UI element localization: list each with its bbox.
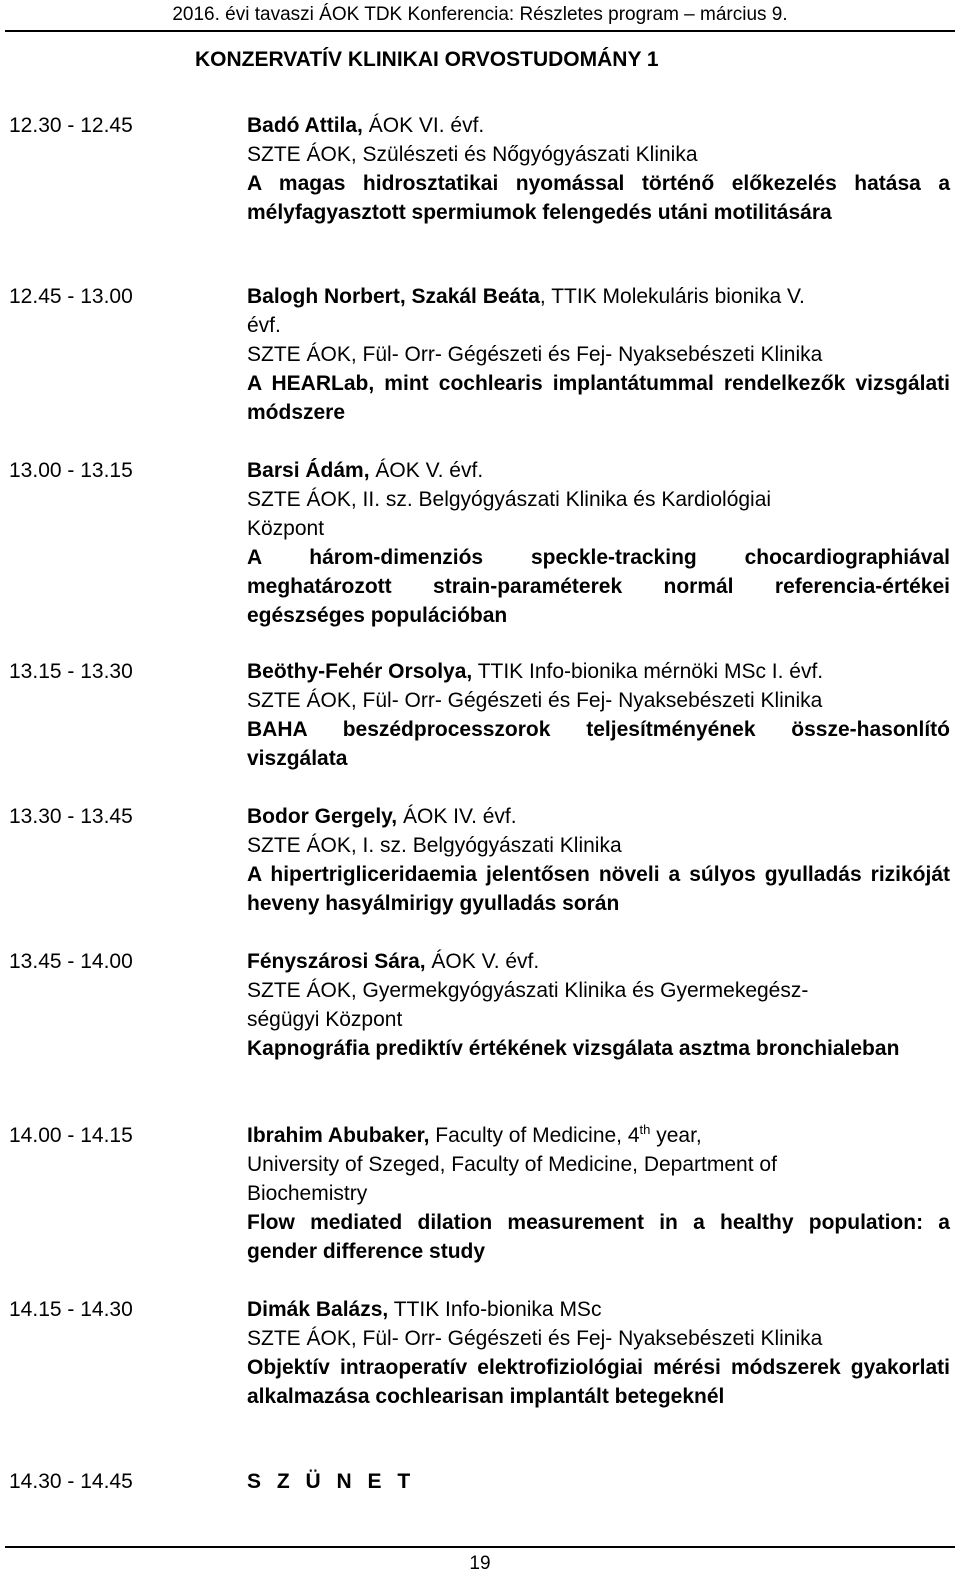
- entry-title: A három-dimenziós speckle-tracking chocardiographiával meghatározott strain-paraméterek normál referencia-értékei egészséges populációban: [247, 546, 950, 627]
- entry-time: 13.45 - 14.00: [9, 950, 133, 973]
- entry-author: Barsi Ádám,: [247, 459, 370, 482]
- entry-affiliation: SZTE ÁOK, Fül- Orr- Gégészeti és Fej- Nyaksebészeti Klinika: [247, 689, 823, 712]
- entry-author: Dimák Balázs,: [247, 1298, 389, 1321]
- break-label: S Z Ü N E T: [247, 1470, 416, 1493]
- entry-affiliation: SZTE ÁOK, Gyermekgyógyászati Klinika és Gyermekegész-: [247, 979, 809, 1002]
- entry-affiliation: SZTE ÁOK, Fül- Orr- Gégészeti és Fej- Nyaksebészeti Klinika: [247, 1327, 823, 1350]
- entry-author-info: ÁOK V. évf.: [369, 459, 484, 482]
- entry-time: 14.30 - 14.45: [9, 1470, 133, 1493]
- page-number: 19: [469, 1553, 491, 1574]
- entry-time: 12.45 - 13.00: [9, 285, 133, 308]
- entry-affiliation-cont: Biochemistry: [247, 1182, 368, 1205]
- footer-divider: [5, 1546, 955, 1548]
- entry-author: Badó Attila,: [247, 114, 363, 137]
- entry-author: Balogh Norbert, Szakál Beáta: [247, 285, 540, 308]
- entry-title: Objektív intraoperatív elektrofiziológiai mérési módszerek gyakorlati alkalmazása cochlearisan implantált betegeknél: [247, 1356, 950, 1408]
- entry-title: A magas hidrosztatikai nyomással történő előkezelés hatása a mélyfagyasztott spermiumok felengedés utáni motilitására: [247, 172, 950, 224]
- entry-author-info-tail: year,: [650, 1124, 702, 1147]
- entry-title: BAHA beszédprocesszorok teljesítményének össze-hasonlító viszgálata: [247, 718, 950, 770]
- entry-time: 14.00 - 14.15: [9, 1124, 133, 1147]
- entry-time: 12.30 - 12.45: [9, 114, 133, 137]
- entry-title: A hipertrigliceridaemia jelentősen növeli a súlyos gyulladás rizikóját heveny hasyálmirigy gyulladás során: [247, 863, 950, 915]
- entry-author-info: Faculty of Medicine, 4: [429, 1124, 640, 1147]
- entry-author-info: ÁOK IV. évf.: [397, 805, 517, 828]
- entry-time: 13.00 - 13.15: [9, 459, 133, 482]
- entry-affiliation-cont: Központ: [247, 517, 325, 540]
- entry-affiliation: SZTE ÁOK, II. sz. Belgyógyászati Klinika és Kardiológiai: [247, 488, 772, 511]
- entry-affiliation: SZTE ÁOK, Fül- Orr- Gégészeti és Fej- Nyaksebészeti Klinika: [247, 343, 823, 366]
- entry-author: Beöthy-Fehér Orsolya,: [247, 660, 473, 683]
- entry-author-info: TTIK Info-bionika MSc: [388, 1298, 602, 1321]
- entry-time: 13.30 - 13.45: [9, 805, 133, 828]
- header-divider: [5, 30, 955, 32]
- entry-author-info: TTIK Info-bionika mérnöki MSc I. évf.: [472, 660, 824, 683]
- entry-author: Ibrahim Abubaker,: [247, 1124, 430, 1147]
- entry-title: Flow mediated dilation measurement in a healthy population: a gender difference study: [247, 1211, 950, 1263]
- entry-title: Kapnográfia prediktív értékének vizsgálata asztma bronchialeban: [247, 1037, 900, 1060]
- entry-time: 13.15 - 13.30: [9, 660, 133, 683]
- entry-affiliation-cont: ségügyi Központ: [247, 1008, 403, 1031]
- entry-title: A HEARLab, mint cochlearis implantátummal rendelkezők vizsgálati módszere: [247, 372, 950, 424]
- entry-time: 14.15 - 14.30: [9, 1298, 133, 1321]
- page-header: 2016. évi tavaszi ÁOK TDK Konferencia: Részletes program – március 9.: [172, 4, 788, 25]
- entry-author-info: ÁOK VI. évf.: [362, 114, 485, 137]
- entry-affiliation: University of Szeged, Faculty of Medicine, Department of: [247, 1153, 777, 1176]
- entry-author: Bodor Gergely,: [247, 805, 398, 828]
- entry-author-info: , TTIK Molekuláris bionika V.: [539, 285, 805, 308]
- section-title: KONZERVATÍV KLINIKAI ORVOSTUDOMÁNY 1: [195, 48, 659, 71]
- entry-author-info: ÁOK V. évf.: [425, 950, 540, 973]
- entry-affiliation: SZTE ÁOK, Szülészeti és Nőgyógyászati Klinika: [247, 143, 698, 166]
- entry-author-info-cont: évf.: [247, 314, 281, 337]
- entry-affiliation: SZTE ÁOK, I. sz. Belgyógyászati Klinika: [247, 834, 622, 857]
- entry-author: Fényszárosi Sára,: [247, 950, 426, 973]
- entry-author-sup: th: [639, 1122, 651, 1137]
